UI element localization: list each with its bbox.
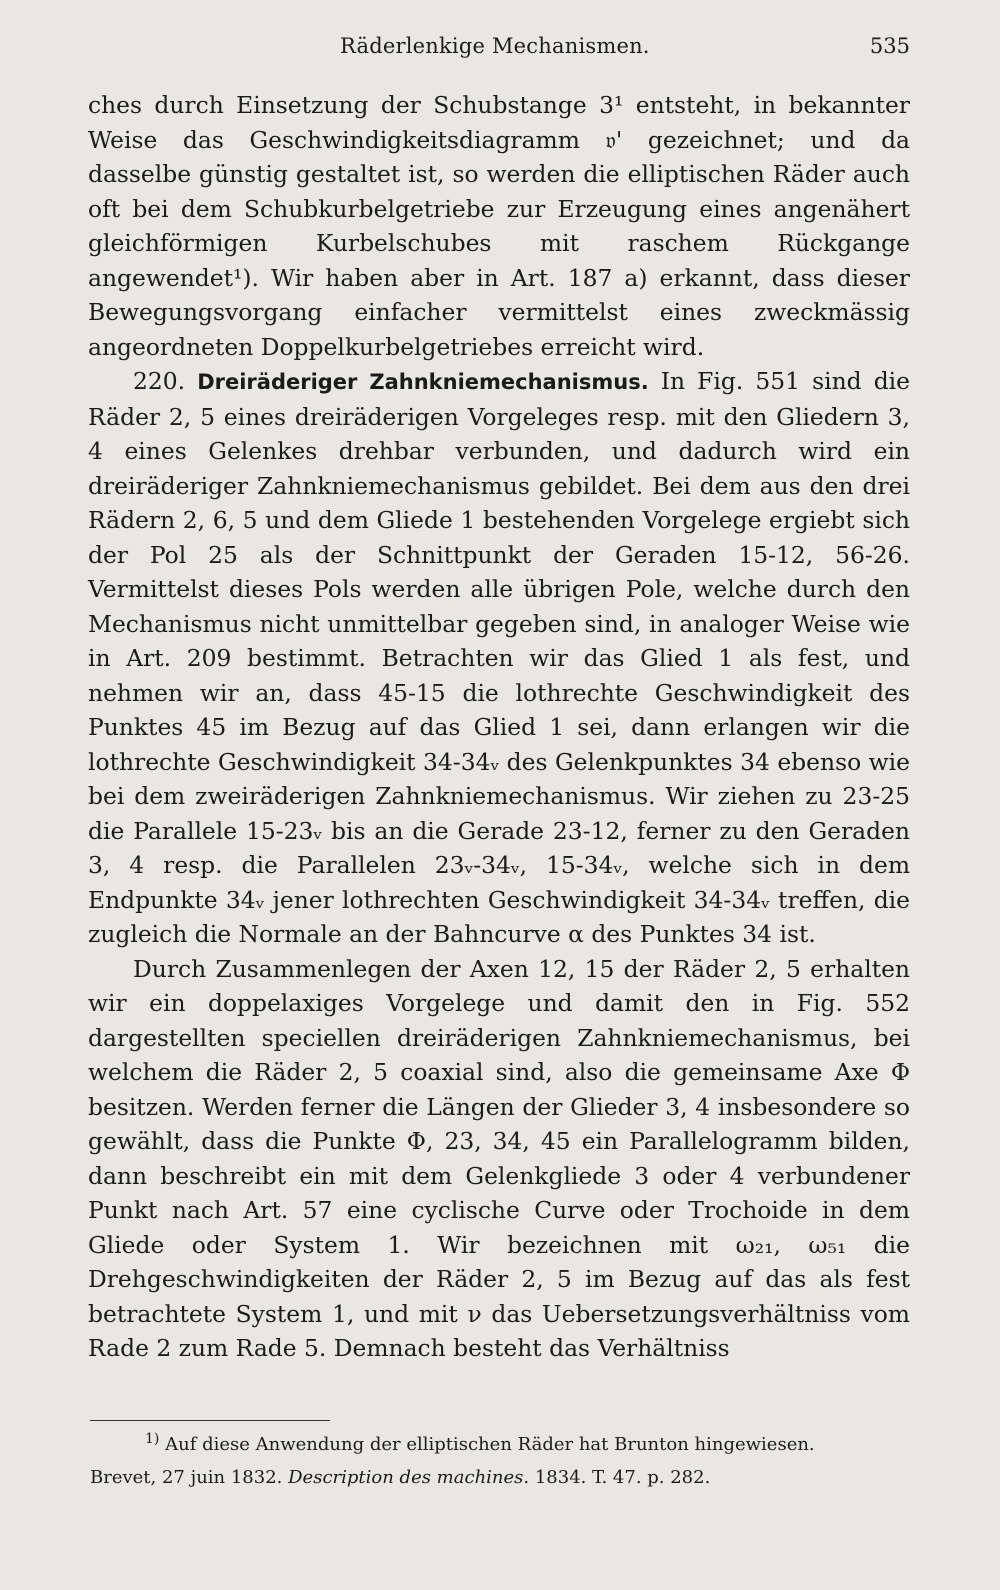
paragraph-continuation: ches durch Einsetzung der Schubstange 3¹ entsteht, in bekannter Weise das Geschwindigkeitsdiagramm 𝔳' gezeichnet; und da dasselbe günstig gestaltet ist, so werden die elliptischen Räder auch oft bei dem Schubkurbelgetriebe zur Erzeugung eines angenähert gleichförmigen Kurbelschubes mit raschem Rückgange angewendet¹). Wir haben aber in Art. 187 a) erkannt, dass dieser Bewegungsvorgang einfacher vermittelst eines zweckmässig angeordneten Doppelkurbelgetriebes erreicht wird. xyxy=(88,91,910,361)
paragraph-axes: Durch Zusammenlegen der Axen 12, 15 der Räder 2, 5 erhalten wir ein doppelaxiges Vorgelege und damit den in Fig. 552 dargestellten speciellen dreiräderigen Zahnkniemechanismus, bei welchem die Räder 2, 5 coaxial sind, also die gemeinsame Axe Φ besitzen. Werden ferner die Längen der Glieder 3, 4 insbesondere so gewählt, dass die Punkte Φ, 23, 34, 45 ein Parallelogramm bilden, dann beschreibt ein mit dem Gelenkgliede 3 oder 4 verbundener Punkt nach Art. 57 eine cyclische Curve oder Trochoide in dem Gliede oder System 1. Wir bezeichnen mit ω₂₁, ω₅₁ die Drehgeschwindigkeiten der Räder 2, 5 im Bezug auf das als fest betrachtete System 1, und mit ν das Uebersetzungsverhältniss vom Rade 2 zum Rade 5. Demnach besteht das Verhältniss xyxy=(88,954,910,1362)
footnote-marker: 1) xyxy=(145,1431,160,1447)
section-text: In Fig. 551 sind die Räder 2, 5 eines dreiräderigen Vorgeleges resp. mit den Gliedern 3, 4 eines Gelenkes drehbar verbunden, und dadurch wird ein dreiräderiger Zahnkniemechanismus gebildet. Bei dem aus den drei Rädern 2, 6, 5 und dem Gliede 1 bestehenden Vorgelege ergiebt sich der Pol 25 als der Schnittpunkt der Geraden 15-12, 56-26. Vermittelst dieses Pols werden alle übrigen Pole, welche durch den Mechanismus nicht unmittelbar gegeben sind, in analoger Weise wie in Art. 209 bestimmt. Betrachten wir das Glied 1 als fest, und nehmen wir an, dass 45-15 die lothrechte Geschwindigkeit des Punktes 45 im Bezug auf das Glied 1 sei, dann erlangen wir die lothrechte Geschwindigkeit 34-34ᵥ des Gelenkpunktes 34 ebenso wie bei dem zweiräderigen Zahnkniemechanismus. Wir ziehen zu 23-25 die Parallele 15-23ᵥ bis an die Gerade 23-12, ferner zu den Geraden 3, 4 resp. die Parallelen 23ᵥ-34ᵥ, 15-34ᵥ, welche sich in dem Endpunkte 34ᵥ jener lothrechten Geschwindigkeit 34-34ᵥ treffen, die zugleich die Normale an der Bahncurve α des Punktes 34 ist. xyxy=(88,367,910,948)
section-heading: Dreiräderiger Zahnkniemechanismus. xyxy=(197,370,649,394)
footnote-text-2a: Brevet, 27 juin 1832. xyxy=(90,1467,283,1488)
footnote xyxy=(90,1428,910,1494)
footnote-text-2c: 1834. T. 47. p. 282. xyxy=(534,1467,711,1488)
footnote-line-2 xyxy=(90,1461,910,1494)
running-title: Räderlenkige Mechanismen. xyxy=(340,34,650,58)
footnote-divider xyxy=(90,1420,330,1421)
footnote-text-2b: Description des machines. xyxy=(288,1467,530,1488)
section-number: 220. xyxy=(133,367,186,395)
running-header xyxy=(90,34,910,66)
page-number: 535 xyxy=(869,34,910,58)
main-text xyxy=(88,88,910,1366)
paragraph-220 xyxy=(88,364,910,952)
footnote-line-1 xyxy=(90,1428,910,1461)
footnote-text-1: Auf diese Anwendung der elliptischen Räder hat Brunton hingewiesen. xyxy=(165,1434,815,1455)
